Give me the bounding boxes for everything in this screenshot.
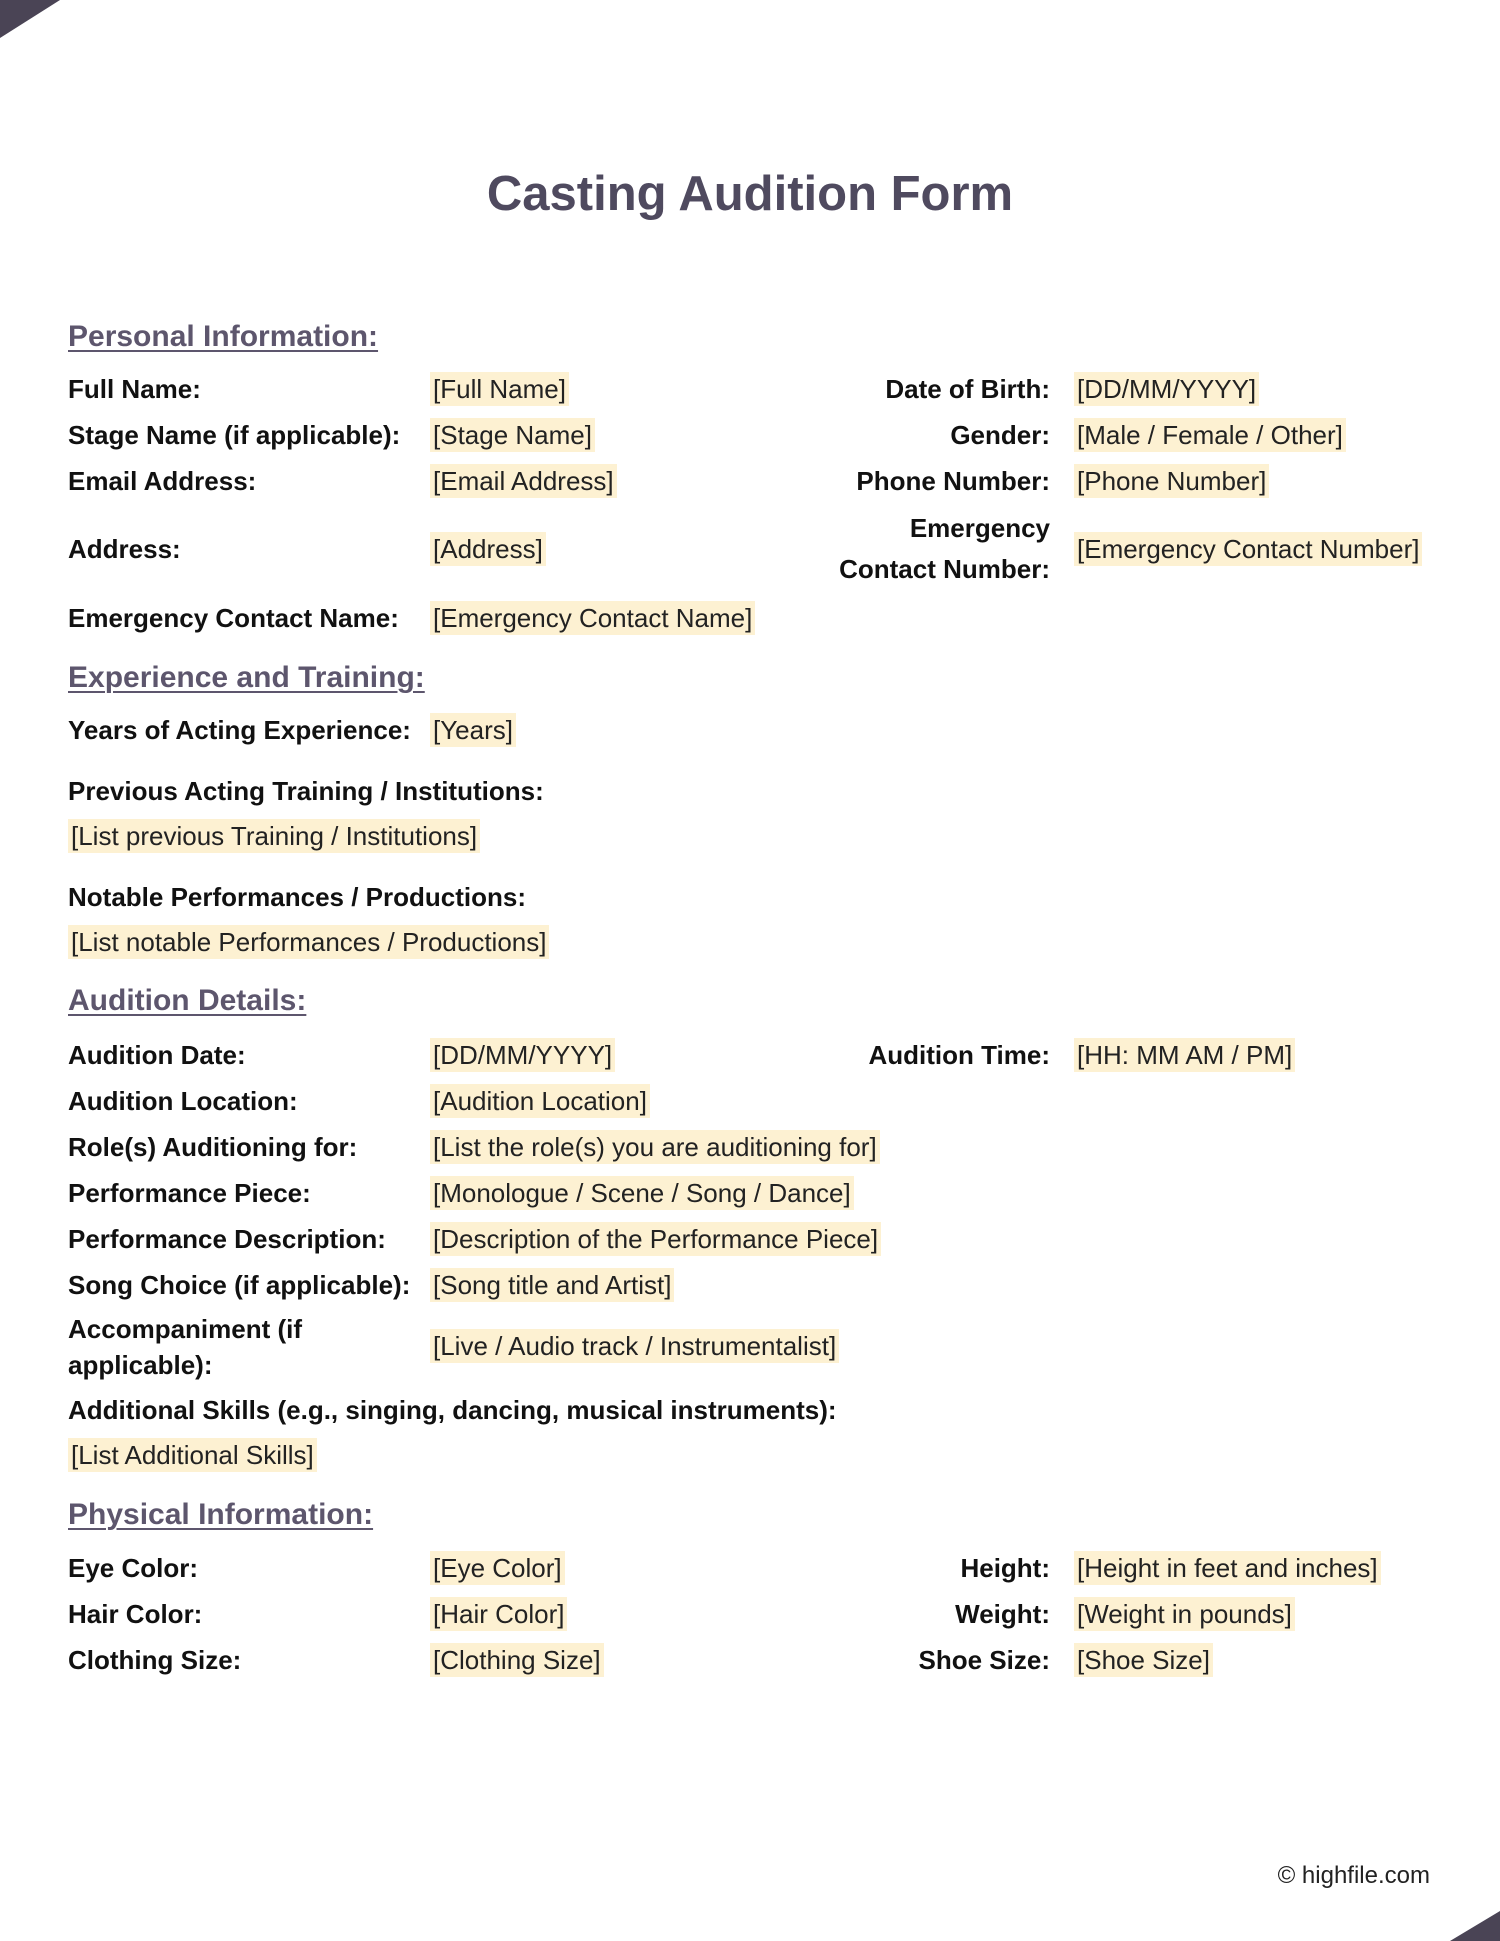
emergency-number-field[interactable]: [Emergency Contact Number]: [1074, 532, 1422, 566]
hair-color-label: Hair Color:: [68, 1599, 203, 1629]
section-heading-experience: Experience and Training:: [68, 661, 425, 694]
additional-skills-field[interactable]: [List Additional Skills]: [68, 1438, 317, 1472]
clothing-size-field[interactable]: [Clothing Size]: [430, 1643, 604, 1677]
gender-label: Gender:: [950, 420, 1050, 450]
performance-description-label: Performance Description:: [68, 1224, 386, 1254]
corner-decoration-top-left: [0, 0, 60, 40]
shoe-size-label: Shoe Size:: [918, 1645, 1050, 1675]
gender-field[interactable]: [Male / Female / Other]: [1074, 418, 1346, 452]
performances-field[interactable]: [List notable Performances / Productions]: [68, 925, 549, 959]
performance-piece-label: Performance Piece:: [68, 1178, 311, 1208]
clothing-size-label: Clothing Size:: [68, 1645, 242, 1675]
stage-name-field[interactable]: [Stage Name]: [430, 418, 595, 452]
date-of-birth-label: Date of Birth:: [885, 374, 1050, 404]
emergency-number-label-line2: Contact Number:: [839, 554, 1050, 584]
height-label: Height:: [960, 1553, 1050, 1583]
footer-credit: © highfile.com: [1277, 1862, 1430, 1889]
weight-label: Weight:: [955, 1599, 1050, 1629]
performance-description-field[interactable]: [Description of the Performance Piece]: [430, 1222, 881, 1256]
emergency-name-field[interactable]: [Emergency Contact Name]: [430, 601, 755, 635]
training-field[interactable]: [List previous Training / Institutions]: [68, 819, 480, 853]
emergency-number-label: [839, 508, 1050, 590]
audition-location-label: Audition Location:: [68, 1086, 298, 1116]
hair-color-field[interactable]: [Hair Color]: [430, 1597, 567, 1631]
audition-time-label: Audition Time:: [868, 1040, 1050, 1070]
section-heading-physical: Physical Information:: [68, 1498, 374, 1531]
accompaniment-label: Accompaniment (if applicable):: [68, 1314, 303, 1380]
eye-color-label: Eye Color:: [68, 1553, 199, 1583]
years-experience-field[interactable]: [Years]: [430, 713, 516, 747]
eye-color-field[interactable]: [Eye Color]: [430, 1551, 565, 1585]
performance-piece-field[interactable]: [Monologue / Scene / Song / Dance]: [430, 1176, 854, 1210]
song-choice-label: Song Choice (if applicable):: [68, 1270, 411, 1300]
section-heading-audition: Audition Details:: [68, 984, 307, 1017]
address-field[interactable]: [Address]: [430, 532, 546, 566]
email-field[interactable]: [Email Address]: [430, 464, 617, 498]
weight-field[interactable]: [Weight in pounds]: [1074, 1597, 1295, 1631]
training-label: Previous Acting Training / Institutions:: [68, 776, 544, 806]
roles-field[interactable]: [List the role(s) you are auditioning for]: [430, 1130, 880, 1164]
roles-label: Role(s) Auditioning for:: [68, 1132, 358, 1162]
audition-time-field[interactable]: [HH: MM AM / PM]: [1074, 1038, 1295, 1072]
email-label: Email Address:: [68, 466, 257, 496]
phone-label: Phone Number:: [856, 466, 1050, 496]
stage-name-label: Stage Name (if applicable):: [68, 420, 401, 450]
full-name-field[interactable]: [Full Name]: [430, 372, 569, 406]
full-name-label: Full Name:: [68, 374, 201, 404]
page-title: Casting Audition Form: [486, 167, 1014, 221]
address-label: Address:: [68, 534, 181, 564]
date-of-birth-field[interactable]: [DD/MM/YYYY]: [1074, 372, 1259, 406]
corner-decoration-bottom-right: [1430, 1911, 1500, 1941]
additional-skills-label: Additional Skills (e.g., singing, dancing, musical instruments):: [68, 1395, 837, 1425]
emergency-name-label: Emergency Contact Name:: [68, 603, 399, 633]
emergency-number-label-line1: Emergency: [909, 513, 1050, 543]
song-choice-field[interactable]: [Song title and Artist]: [430, 1268, 674, 1302]
section-heading-personal: Personal Information:: [68, 320, 379, 353]
shoe-size-field[interactable]: [Shoe Size]: [1074, 1643, 1213, 1677]
years-experience-label: Years of Acting Experience:: [68, 715, 411, 745]
accompaniment-field[interactable]: [Live / Audio track / Instrumentalist]: [430, 1329, 839, 1363]
audition-date-field[interactable]: [DD/MM/YYYY]: [430, 1038, 615, 1072]
height-field[interactable]: [Height in feet and inches]: [1074, 1551, 1381, 1585]
performances-label: Notable Performances / Productions:: [68, 882, 526, 912]
phone-field[interactable]: [Phone Number]: [1074, 464, 1269, 498]
audition-date-label: Audition Date:: [68, 1040, 246, 1070]
audition-location-field[interactable]: [Audition Location]: [430, 1084, 650, 1118]
